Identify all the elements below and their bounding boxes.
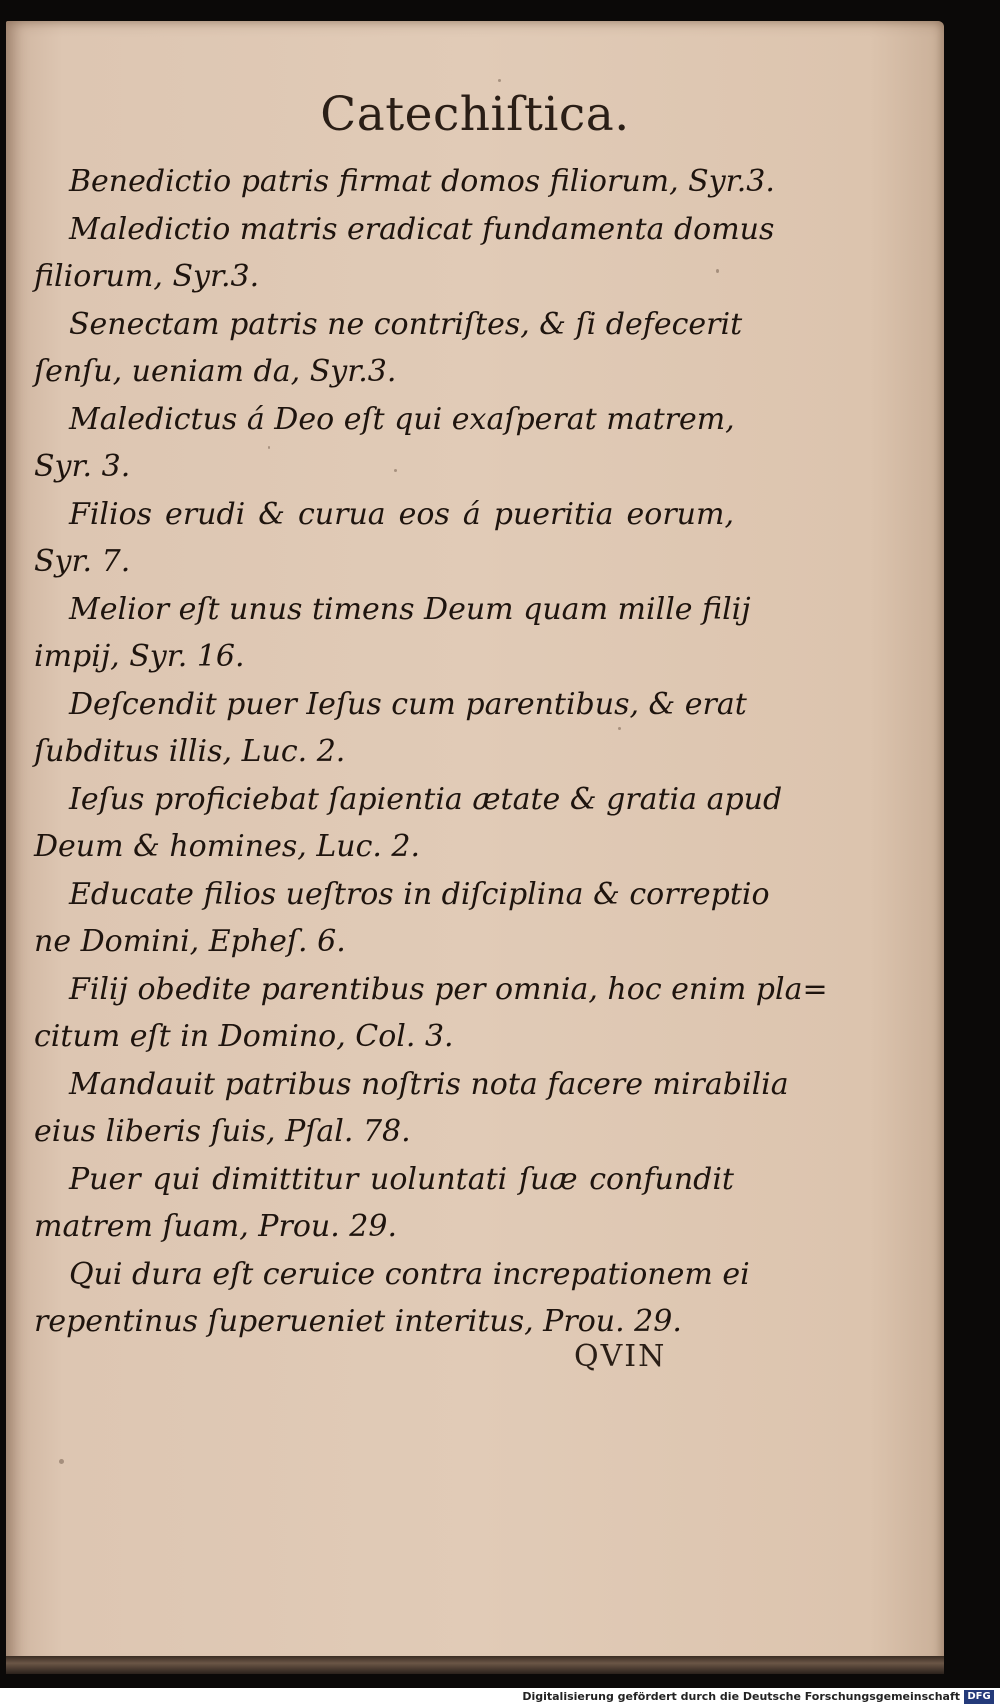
text-line: Ieſus proficiebat ſapientia ætate & gratia apud: [69, 781, 783, 817]
text-line: matrem ſuam, Prou. 29.: [34, 1209, 397, 1244]
text-line: Deſcendit puer Ieſus cum parentibus, & erat: [69, 686, 747, 722]
text-line: eius liberis ſuis, Pſal. 78.: [34, 1114, 411, 1149]
running-head: Catechiſtica.: [320, 87, 630, 142]
text-line: citum eſt in Domino, Col. 3.: [34, 1019, 454, 1054]
text-line: ne Domini, Epheſ. 6.: [34, 924, 346, 959]
dfg-logo: DFG: [964, 1690, 994, 1704]
digitization-credit: Digitalisierung gefördert durch die Deutsche Forschungsgemeinschaft: [522, 1690, 960, 1703]
text-line: Educate filios ueſtros in diſciplina & correptio: [69, 876, 770, 912]
text-line: Senectam patris ne contriſtes, & ſi defecerit: [69, 306, 743, 342]
text-line: Melior eſt unus timens Deum quam mille filij: [69, 591, 751, 627]
text-line: Puer qui dimittitur uoluntati ſuæ confundit: [69, 1161, 734, 1197]
text-line: Maledictio matris eradicat fundamenta domus: [69, 211, 775, 247]
text-line: Filij obedite parentibus per omnia, hoc enim pla=: [69, 971, 828, 1007]
text-line: Qui dura eſt ceruice contra increpationem ei: [69, 1256, 750, 1292]
text-line: Maledictus á Deo eſt qui exaſperat matrem,: [69, 401, 735, 437]
text-line: repentinus ſuperueniet interitus, Prou. 29.: [34, 1304, 682, 1339]
text-line: Filios erudi & curua eos á pueritia eorum,: [69, 496, 734, 532]
text-line: Mandauit patribus noſtris nota facere mirabilia: [69, 1066, 789, 1102]
text-line: Syr. 7.: [34, 544, 131, 579]
text-line: Syr. 3.: [34, 449, 131, 484]
page-bottom-edge: [6, 1656, 944, 1674]
text-line: Deum & homines, Luc. 2.: [34, 829, 421, 864]
page-text-block: [34, 158, 828, 1346]
text-line: ſubditus illis, Luc. 2.: [34, 734, 346, 769]
book-page: [6, 21, 944, 1669]
text-line: Benedictio patris firmat domos filiorum, Syr.3.: [69, 164, 775, 199]
text-line: ſenſu, ueniam da, Syr.3.: [34, 354, 397, 389]
text-line: impij, Syr. 16.: [34, 639, 245, 674]
catchword: QVIN: [574, 1339, 667, 1374]
text-line: filiorum, Syr.3.: [34, 259, 260, 294]
